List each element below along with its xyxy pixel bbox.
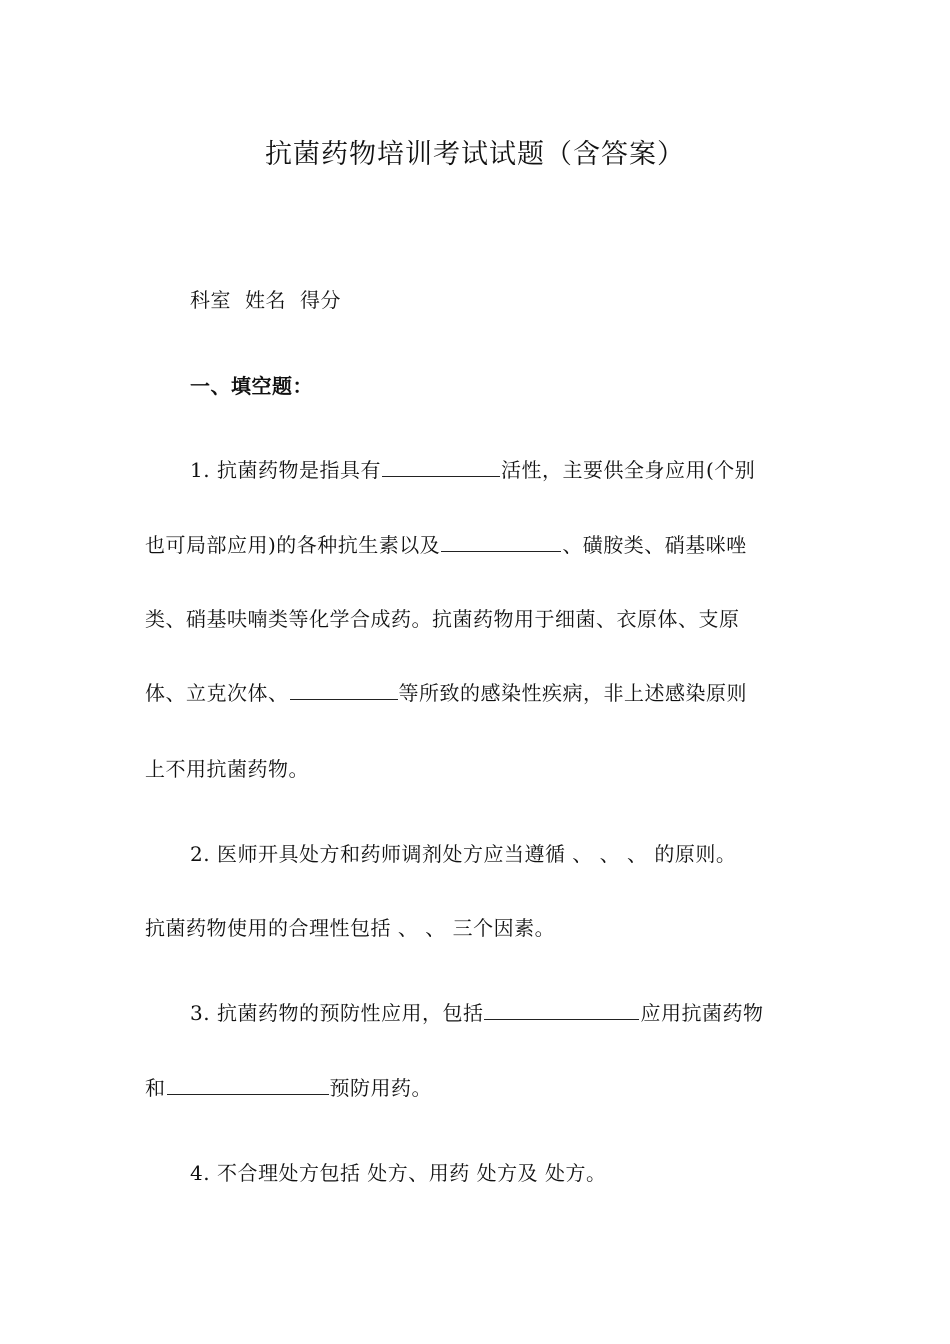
q1-line-1: [190, 456, 755, 484]
score-label: 得分: [300, 288, 341, 312]
q1-text: 活性，主要供全身应用(个别: [500, 458, 756, 482]
q1-text: 也可局部应用)的各种抗生素以及: [145, 533, 441, 557]
answer-blank[interactable]: [382, 456, 500, 477]
q1-line-3: 类、硝基呋喃类等化学合成药。抗菌药物用于细菌、衣原体、支原: [145, 607, 740, 631]
answer-blank[interactable]: [441, 531, 561, 552]
q3-line-2: [145, 1074, 432, 1102]
section-heading: 一、填空题：: [190, 374, 313, 398]
q3-text: 应用抗菌药物: [640, 1001, 764, 1025]
q1-text: 等所致的感染性疾病，非上述感染原则: [398, 681, 747, 705]
name-label: 姓名: [245, 288, 286, 312]
q3-text: 和: [145, 1076, 166, 1100]
q3-text: 3. 抗菌药物的预防性应用，包括: [190, 1001, 484, 1025]
q4-line-1: 4. 不合理处方包括 处方、用药 处方及 处方。: [190, 1161, 607, 1185]
q1-line-4: [145, 679, 747, 707]
q3-text: 预防用药。: [329, 1076, 432, 1100]
q2-line-2: 抗菌药物使用的合理性包括 、 、 三个因素。: [145, 916, 556, 940]
answer-blank[interactable]: [290, 679, 398, 700]
dept-label: 科室: [190, 288, 231, 312]
q2-line-1: 2. 医师开具处方和药师调剂处方应当遵循 、 、 、 的原则。: [190, 842, 737, 866]
q1-line-2: [145, 531, 747, 559]
header-fields: [190, 286, 341, 314]
q1-text: 、磺胺类、硝基咪唑: [562, 533, 747, 557]
q3-line-1: [190, 999, 763, 1027]
answer-blank[interactable]: [167, 1074, 329, 1095]
page-title: 抗菌药物培训考试试题（含答案）: [265, 139, 685, 170]
q1-text: 1. 抗菌药物是指具有: [190, 458, 381, 482]
answer-blank[interactable]: [484, 999, 639, 1020]
q1-line-5: 上不用抗菌药物。: [145, 757, 309, 781]
q1-text: 体、立克次体、: [145, 681, 289, 705]
